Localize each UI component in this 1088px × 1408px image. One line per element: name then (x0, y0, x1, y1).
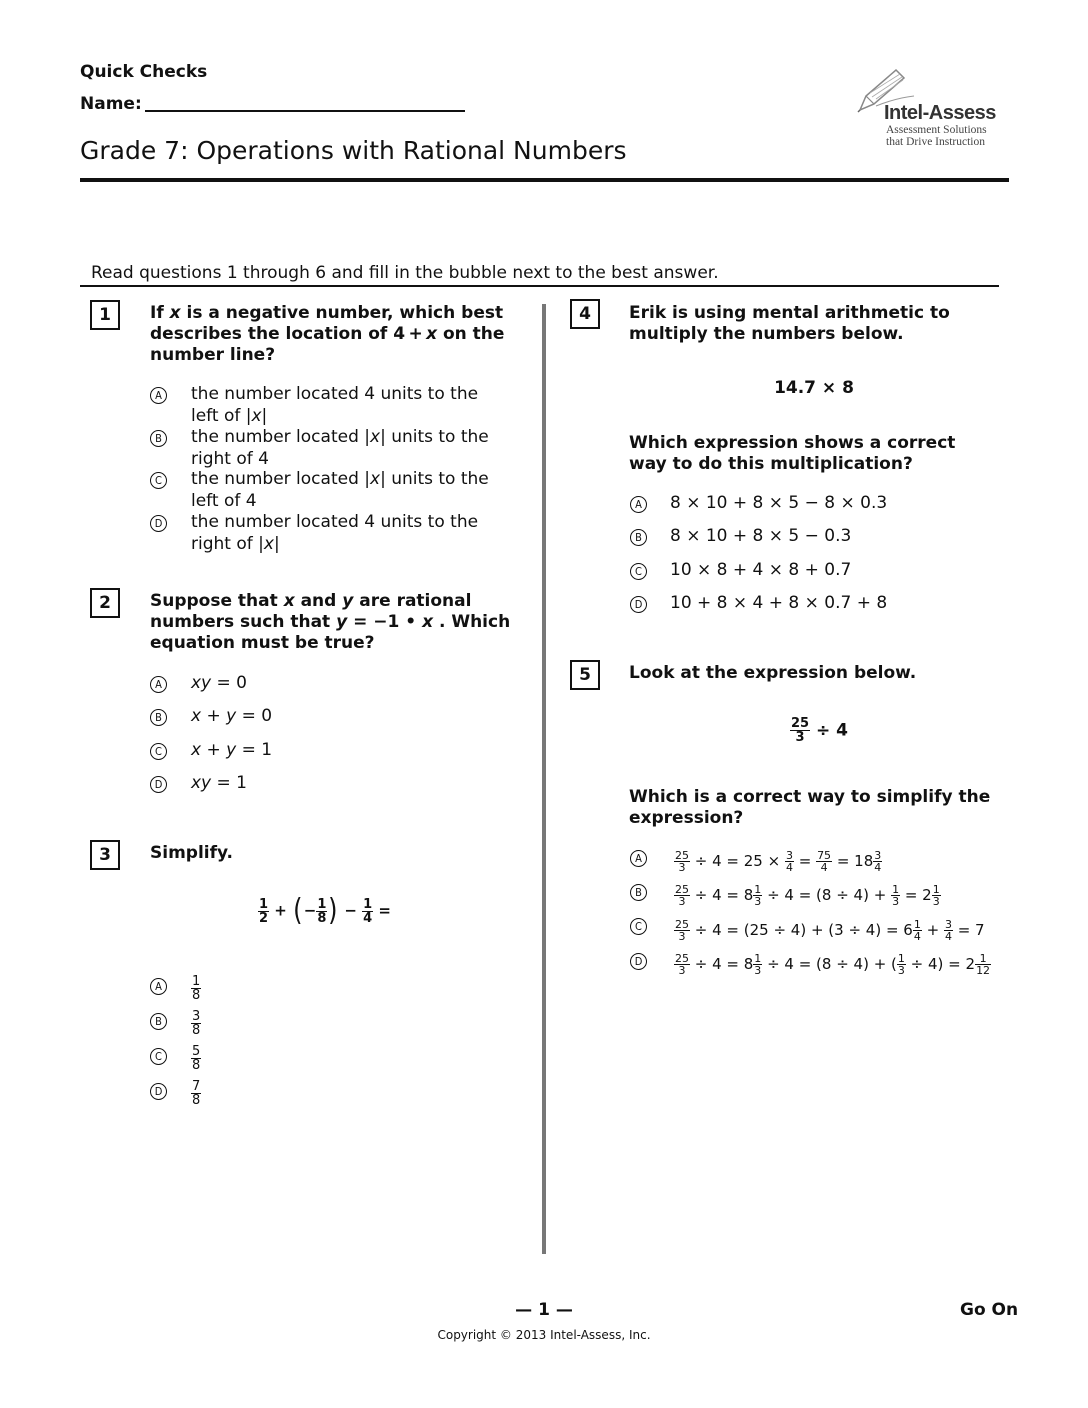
question-number-box: 5 (570, 660, 600, 690)
logo-name: Intel-Assess (884, 102, 996, 124)
numerator: 5 (192, 1044, 201, 1059)
q4-option-c: 10 × 8 + 4 × 8 + 0.7 (670, 560, 852, 580)
bubble-a[interactable]: A (630, 496, 647, 513)
q4-expression: 14.7 × 8 (774, 378, 854, 398)
bubble-c[interactable]: C (630, 563, 647, 580)
bubble-c[interactable]: C (150, 743, 167, 760)
question-5-text: Look at the expression below. (629, 663, 917, 683)
bubble-c[interactable]: C (150, 472, 167, 489)
question-2-text: Suppose that x and y are rational numbers such that y = −1 • x . Which equation must be true? (150, 591, 511, 653)
page-title: Grade 7: Operations with Rational Numbers (80, 136, 627, 165)
bubble-c[interactable]: C (630, 918, 647, 935)
logo-tagline (886, 124, 987, 148)
q5-option-b: $\frac{25}{3}$ ÷ 4 = 8 $\frac{1}{3}$ ÷ 4 = (8 ÷ 4) + $\frac{1}{3}$ = 2 $\frac{1}{3}$ (675, 883, 940, 908)
q2-option-c: x + y = 1 (191, 740, 273, 760)
q1-option-d: the number located 4 units to the right of |x| (191, 512, 479, 554)
numerator: 1 (192, 974, 201, 989)
series-label: Quick Checks (80, 62, 208, 82)
q1-option-c: the number located |x| units to the left of 4 (191, 469, 489, 511)
name-field[interactable] (145, 110, 465, 112)
bubble-d[interactable]: D (150, 1083, 167, 1100)
denominator: 8 (192, 988, 201, 1003)
bubble-a[interactable]: A (150, 387, 167, 404)
bubble-c[interactable]: C (150, 1048, 167, 1065)
q3-option-d (191, 1080, 201, 1107)
bubble-b[interactable]: B (150, 709, 167, 726)
bubble-d[interactable]: D (150, 776, 167, 793)
bubble-b[interactable]: B (630, 884, 647, 901)
q5-expression: $\frac{25}{3}$ ÷ 4 (791, 716, 849, 745)
q2-option-b: x + y = 0 (191, 706, 273, 726)
q5-option-a: $\frac{25}{3}$ ÷ 4 = 25 × $\frac{3}{4}$ = $\frac{75}{4}$ = 18 $\frac{3}{4}$ (675, 849, 882, 874)
copyright: Copyright © 2013 Intel-Assess, Inc. (437, 1328, 651, 1342)
q5-option-d: $\frac{25}{3}$ ÷ 4 = 8 $\frac{1}{3}$ ÷ 4 = (8 ÷ 4) + ( $\frac{1}{3}$ ÷ 4) = 2 $\frac{1}{12}$ (675, 952, 991, 977)
bubble-b[interactable]: B (150, 430, 167, 447)
q2-option-d: xy = 1 (191, 773, 247, 793)
question-3-text: Simplify. (150, 843, 233, 863)
bubble-a[interactable]: A (150, 978, 167, 995)
numerator: 3 (192, 1009, 201, 1024)
q1-option-b: the number located |x| units to the right of 4 (191, 427, 489, 469)
q4-option-a: 8 × 10 + 8 × 5 − 8 × 0.3 (670, 493, 888, 513)
question-5-prompt: Which is a correct way to simplify the expression? (629, 787, 991, 828)
denominator: 8 (192, 1058, 201, 1073)
name-label: Name: (80, 94, 142, 114)
logo-tagline-1: Assessment Solutions (886, 124, 987, 136)
q3-expression: $\frac{1}{2}$ + (− $\frac{1}{8}$ ) − $\frac{1}{4}$ = (259, 893, 391, 928)
question-number-box: 3 (90, 840, 120, 870)
question-1-text: If x is a negative number, which best describes the location of 4 + x on the number line? (150, 303, 505, 365)
bubble-d[interactable]: D (150, 515, 167, 532)
intel-assess-logo (856, 66, 1016, 150)
bubble-d[interactable]: D (630, 953, 647, 970)
logo-tagline-2: that Drive Instruction (886, 136, 986, 148)
bubble-b[interactable]: B (630, 529, 647, 546)
numerator: 7 (192, 1079, 201, 1094)
q1-option-a: the number located 4 units to the left of |x| (191, 384, 479, 426)
question-number-box: 4 (570, 299, 600, 329)
bubble-d[interactable]: D (630, 596, 647, 613)
q3-option-b (191, 1010, 201, 1037)
q4-option-b: 8 × 10 + 8 × 5 − 0.3 (670, 526, 852, 546)
bubble-a[interactable]: A (630, 850, 647, 867)
q3-option-a (191, 975, 201, 1002)
denominator: 8 (192, 1023, 201, 1038)
column-divider (542, 304, 546, 1254)
go-on-label: Go On (960, 1300, 1019, 1320)
header-rule (80, 178, 1009, 182)
page-number: — 1 — (515, 1300, 573, 1320)
q3-option-c (191, 1045, 201, 1072)
bubble-b[interactable]: B (150, 1013, 167, 1030)
instructions: Read questions 1 through 6 and fill in the bubble next to the best answer. (91, 263, 719, 283)
q5-option-c: $\frac{25}{3}$ ÷ 4 = (25 ÷ 4) + (3 ÷ 4) = 6 $\frac{1}{4}$ + $\frac{3}{4}$ = 7 (675, 918, 985, 943)
instructions-rule (80, 285, 999, 287)
question-number-box: 1 (90, 300, 120, 330)
question-4-text: Erik is using mental arithmetic to multiply the numbers below. (629, 303, 950, 344)
denominator: 8 (192, 1093, 201, 1108)
question-number-box: 2 (90, 588, 120, 618)
q2-option-a: xy = 0 (191, 673, 247, 693)
question-4-prompt: Which expression shows a correct way to do this multiplication? (629, 433, 956, 474)
bubble-a[interactable]: A (150, 676, 167, 693)
q4-option-d: 10 + 8 × 4 + 8 × 0.7 + 8 (670, 593, 888, 613)
